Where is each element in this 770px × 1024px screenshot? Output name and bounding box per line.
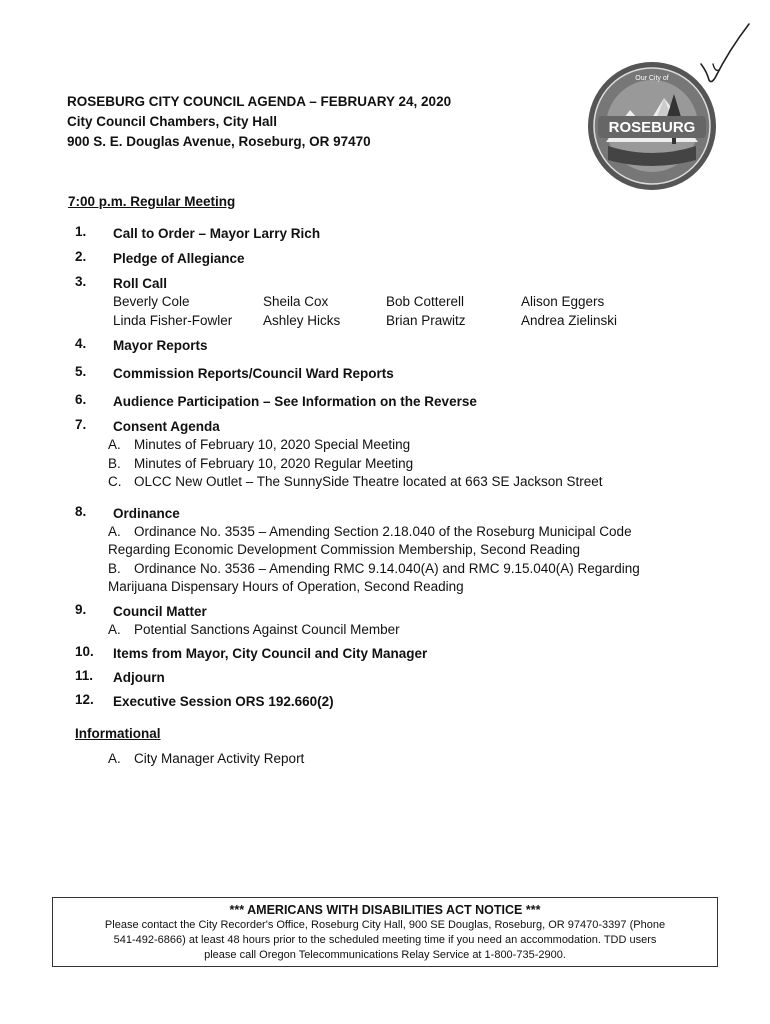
consent-item: A. Minutes of February 10, 2020 Special Meeting	[108, 437, 411, 452]
agenda-item: 8. Ordinance A. Ordinance No. 3535 – Amending Section 2.18.040 of the Roseburg Municipal Code Regarding Economic Development Commission Membership, Second Reading B. Ordinance No. 3536 – Amending RMC 9.14.040(A) and RMC 9.15.040(A) Regarding Marijuana Dispensary Hours of Operation, Second Reading	[75, 504, 755, 597]
agenda-item: 7. Consent Agenda A. Minutes of February 10, 2020 Special Meeting B. Minutes of February 10, 2020 Regular Meeting C. OLCC New Outlet – The SunnySide Theatre located at 663 SE Jackson Street	[75, 417, 755, 492]
agenda-item: 2. Pledge of Allegiance	[75, 249, 245, 266]
ordinance-item-continued: Marijuana Dispensary Hours of Operation, Second Reading	[108, 579, 464, 594]
council-member: Brian Prawitz	[386, 312, 466, 328]
agenda-item: 10. Items from Mayor, City Council and City Manager	[75, 644, 428, 661]
council-member: Linda Fisher-Fowler	[113, 312, 233, 328]
ordinance-item-continued: Regarding Economic Development Commission Membership, Second Reading	[108, 542, 580, 557]
ada-notice	[52, 897, 718, 967]
ada-notice-title: *** AMERICANS WITH DISABILITIES ACT NOTICE ***	[229, 903, 541, 917]
ordinance-item: A. Ordinance No. 3535 – Amending Section 2.18.040 of the Roseburg Municipal Code	[108, 523, 632, 539]
council-member: Alison Eggers	[521, 294, 605, 309]
consent-item: C. OLCC New Outlet – The SunnySide Theatre located at 663 SE Jackson Street	[108, 474, 603, 489]
council-member: Bob Cotterell	[386, 294, 465, 309]
meeting-heading: 7:00 p.m. Regular Meeting	[68, 194, 236, 209]
ordinance-item: B. Ordinance No. 3536 – Amending RMC 9.14.040(A) and RMC 9.15.040(A) Regarding	[108, 560, 640, 576]
agenda-item: 3. Roll Call Beverly Cole Sheila Cox Bob Cotterell Alison Eggers Linda Fisher-Fowler Ashley Hicks Brian Prawitz Andrea Zielinski	[75, 274, 755, 330]
council-member: Sheila Cox	[263, 294, 329, 309]
seal-motto: Our City of	[635, 75, 669, 82]
checkmark-icon	[695, 20, 755, 88]
informational-heading: Informational	[75, 726, 161, 741]
council-member: Ashley Hicks	[263, 312, 341, 328]
agenda-title: ROSEBURG CITY COUNCIL AGENDA – FEBRUARY 24, 2020	[67, 94, 452, 109]
venue-line: City Council Chambers, City Hall	[67, 114, 278, 129]
ada-notice-line: Please contact the City Recorder's Office, Roseburg City Hall, 900 SE Douglas, Roseburg, OR 97470-3397 (Phone	[104, 919, 666, 931]
agenda-item: 6. Audience Participation – See Information on the Reverse	[75, 392, 477, 409]
agenda-item: 1. Call to Order – Mayor Larry Rich	[75, 224, 321, 241]
agenda-item: 4. Mayor Reports	[75, 336, 208, 353]
consent-item: B. Minutes of February 10, 2020 Regular Meeting	[108, 455, 414, 471]
council-matter-item: A. Potential Sanctions Against Council Member	[108, 621, 400, 637]
address-line: 900 S. E. Douglas Avenue, Roseburg, OR 97470	[67, 134, 371, 149]
ada-notice-line: 541-492-6866) at least 48 hours prior to the scheduled meeting time if you need an accommodation. TDD users	[113, 934, 657, 946]
agenda-header	[67, 92, 451, 152]
agenda-item: 12. Executive Session ORS 192.660(2)	[75, 692, 334, 709]
council-member: Andrea Zielinski	[521, 312, 618, 328]
seal-name: ROSEBURG	[608, 119, 696, 136]
agenda-list	[75, 224, 755, 711]
roll-call-list	[113, 293, 755, 330]
council-member: Beverly Cole	[113, 294, 190, 309]
agenda-item: 11. Adjourn	[75, 668, 165, 685]
ada-notice-line: please call Oregon Telecommunications Relay Service at 1-800-735-2900.	[204, 949, 566, 961]
agenda-item: 5. Commission Reports/Council Ward Reports	[75, 364, 394, 381]
informational-item: A. City Manager Activity Report	[108, 751, 305, 766]
agenda-item: 9. Council Matter A. Potential Sanctions Against Council Member	[75, 602, 755, 640]
